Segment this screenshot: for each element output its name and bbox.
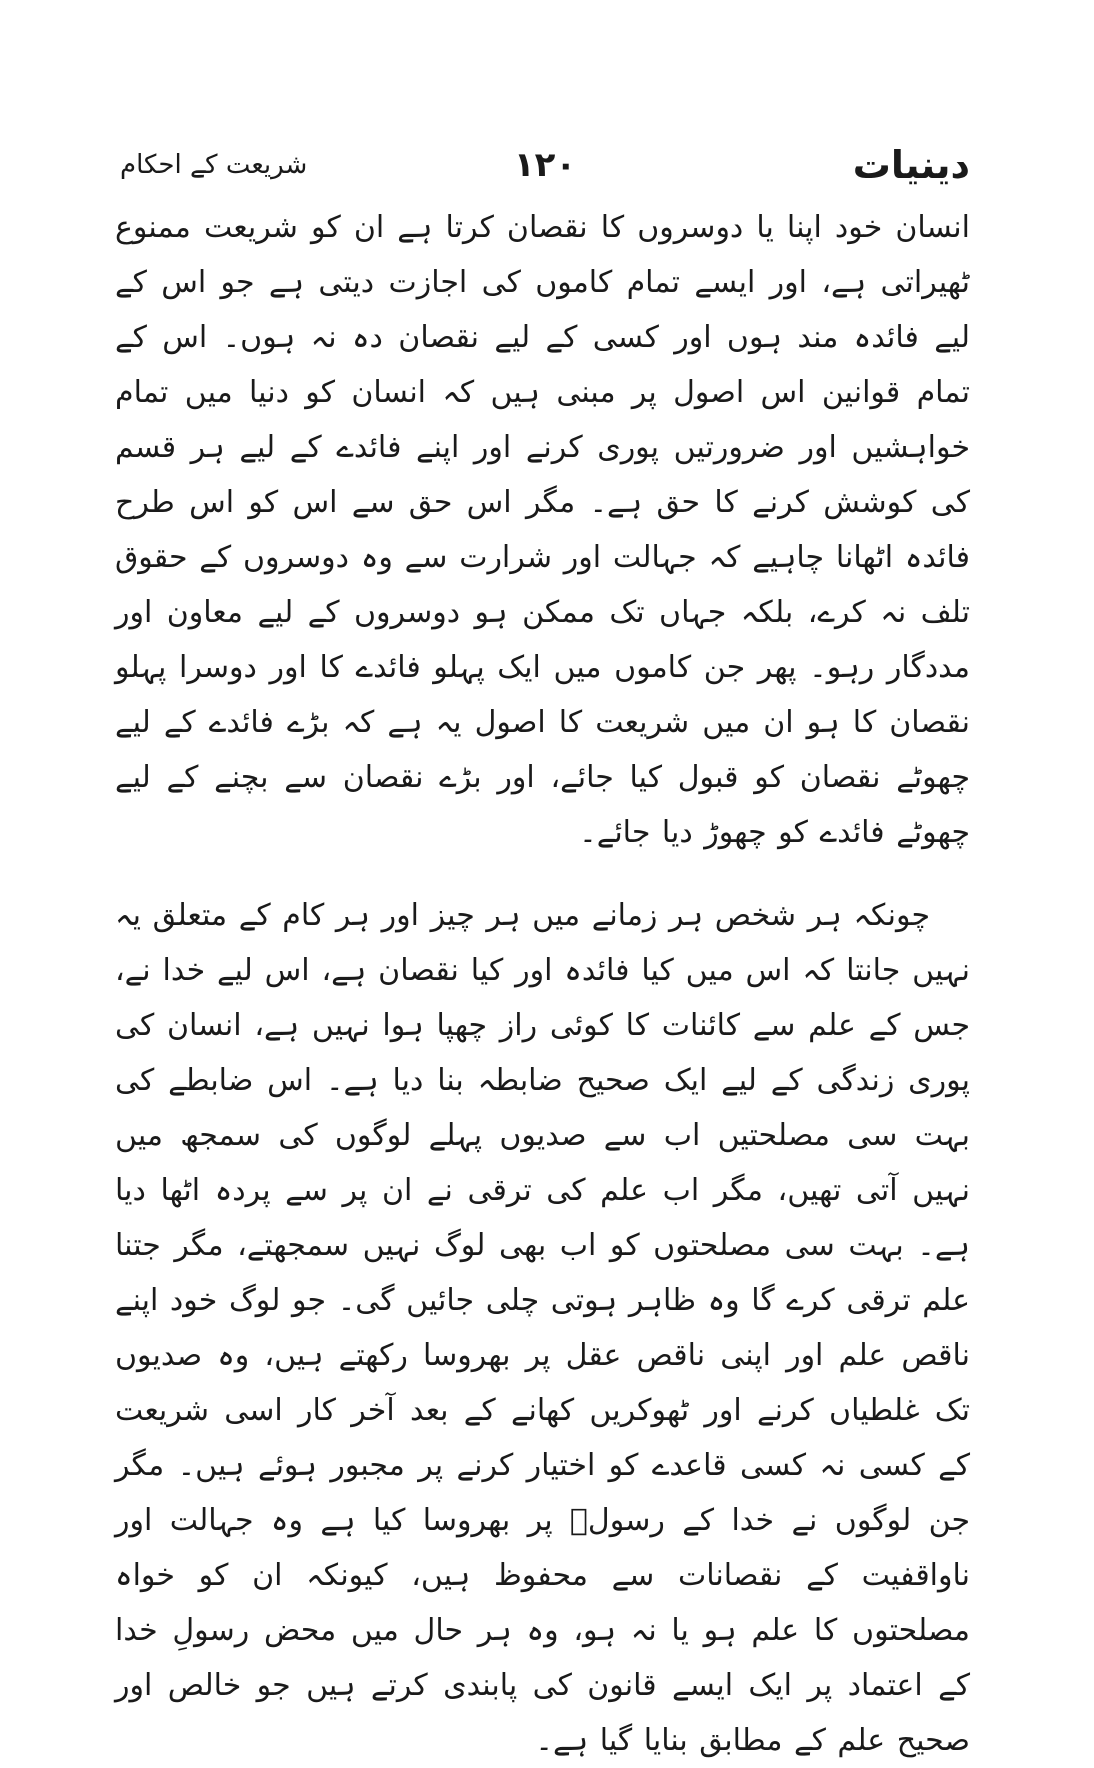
page-body (115, 200, 970, 1768)
page-header (120, 135, 970, 195)
book-title: دینیات (852, 143, 970, 187)
chapter-title: شریعت کے احکام (120, 150, 308, 180)
page-number: ۱۲۰ (513, 145, 577, 185)
paragraph: انسان خود اپنا یا دوسروں کا نقصان کرتا ہے ان کو شریعت ممنوع ٹھیراتی ہے، اور ایسے تمام کاموں کی اجازت دیتی ہے جو اس کے لیے فائدہ مند ہوں اور کسی کے لیے نقصان دہ نہ ہوں۔ اس کے تمام قوانین اس اصول پر مبنی ہیں کہ انسان کو دنیا میں تمام خواہشیں اور ضرورتیں پوری کرنے اور اپنے فائدے کے لیے ہر قسم کی کوشش کرنے کا حق ہے۔ مگر اس حق سے اس کو اس طرح فائدہ اٹھانا چاہیے کہ جہالت اور شرارت سے وہ دوسروں کے حقوق تلف نہ کرے، بلکہ جہاں تک ممکن ہو دوسروں کے لیے معاون اور مددگار رہو۔ پھر جن کاموں میں ایک پہلو فائدے کا اور دوسرا پہلو نقصان کا ہو ان میں شریعت کا اصول یہ ہے کہ بڑے فائدے کے لیے چھوٹے نقصان کو قبول کیا جائے، اور بڑے نقصان سے بچنے کے لیے چھوٹے فائدے کو چھوڑ دیا جائے۔ (115, 210, 970, 850)
paragraph: چونکہ ہر شخص ہر زمانے میں ہر چیز اور ہر کام کے متعلق یہ نہیں جانتا کہ اس میں کیا فائدہ اور کیا نقصان ہے، اس لیے خدا نے، جس کے علم سے کائنات کا کوئی راز چھپا ہوا نہیں ہے، انسان کی پوری زندگی کے لیے ایک صحیح ضابطہ بنا دیا ہے۔ اس ضابطے کی بہت سی مصلحتیں اب سے صدیوں پہلے لوگوں کی سمجھ میں نہیں آتی تھیں، مگر اب علم کی ترقی نے ان پر سے پردہ اٹھا دیا ہے۔ بہت سی مصلحتوں کو اب بھی لوگ نہیں سمجھتے، مگر جتنا علم ترقی کرے گا وہ ظاہر ہوتی چلی جائیں گی۔ جو لوگ خود اپنے ناقص علم اور اپنی ناقص عقل پر بھروسا رکھتے ہیں، وہ صدیوں تک غلطیاں کرنے اور ٹھوکریں کھانے کے بعد آخر کار اسی شریعت کے کسی نہ کسی قاعدے کو اختیار کرنے پر مجبور ہوئے ہیں۔ مگر جن لوگوں نے خدا کے رسولؐ پر بھروسا کیا ہے وہ جہالت اور ناواقفیت کے نقصانات سے محفوظ ہیں، کیونکہ ان کو خواہ مصلحتوں کا علم ہو یا نہ ہو، وہ ہر حال میں محض رسولِ خدا کے اعتماد پر ایک ایسے قانون کی پابندی کرتے ہیں جو خالص اور صحیح علم کے مطابق بنایا گیا ہے۔ (115, 898, 970, 1758)
